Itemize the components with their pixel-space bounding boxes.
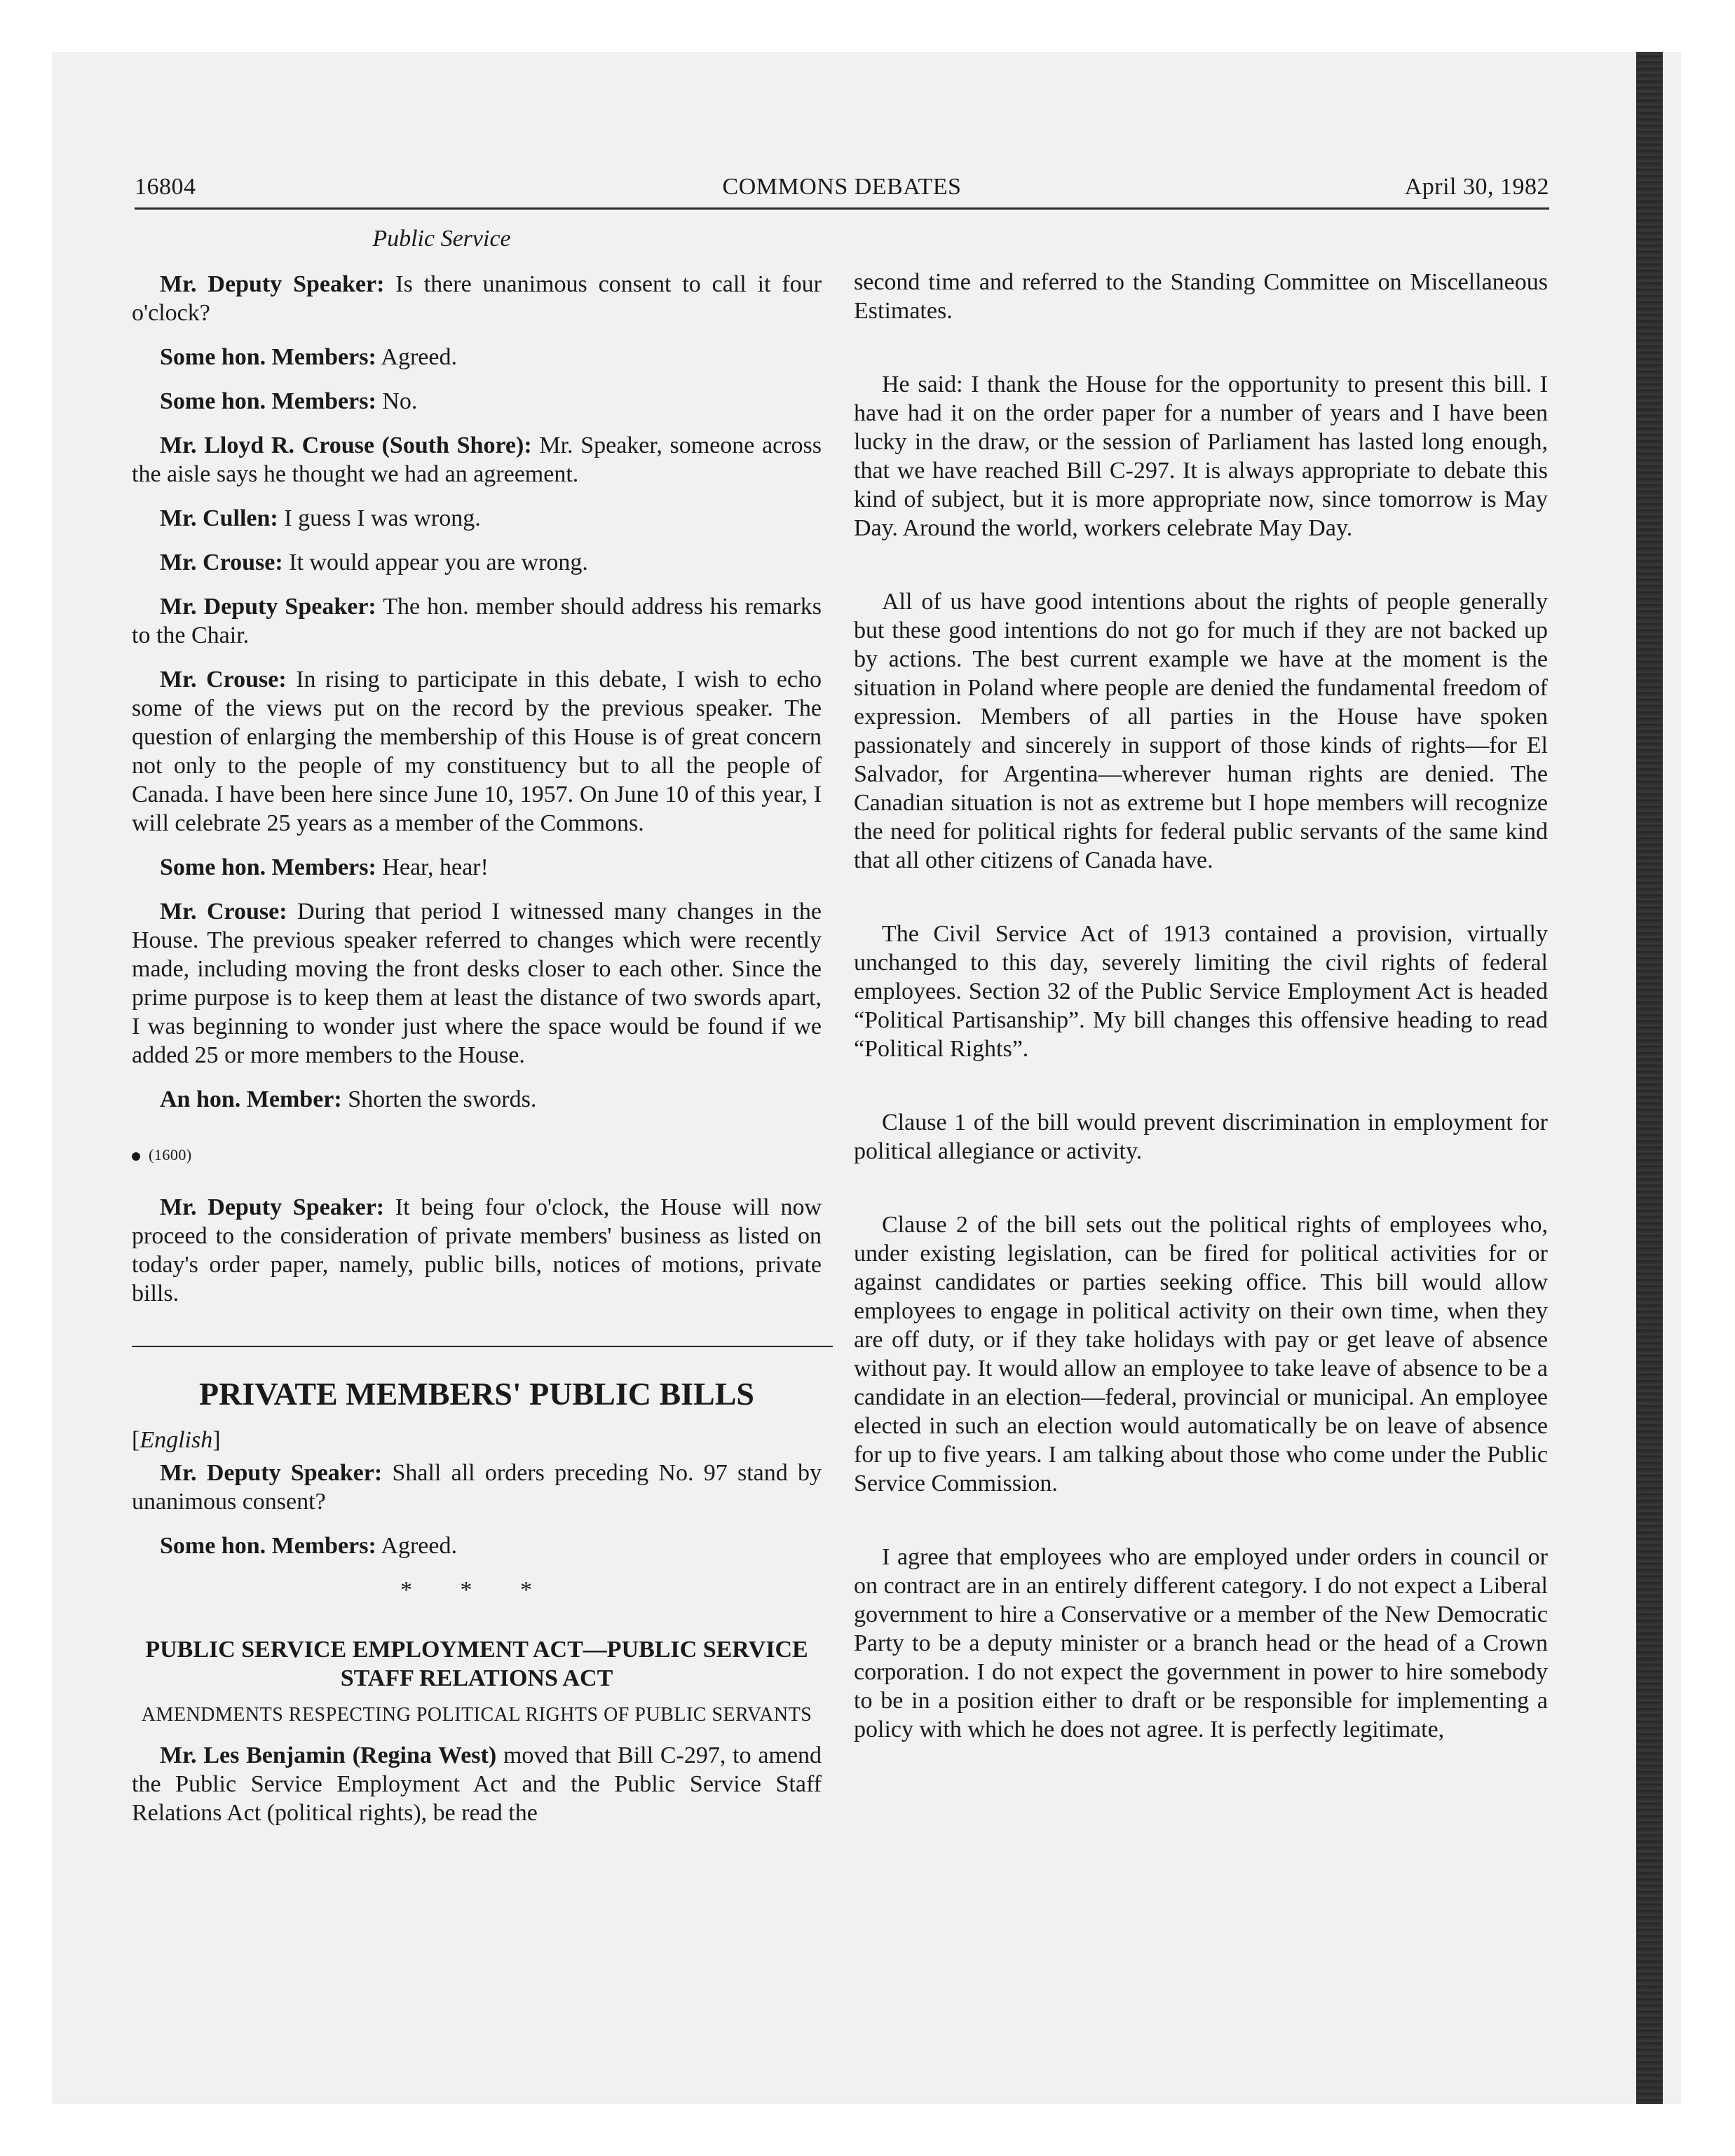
speech-entry (132, 270, 822, 327)
speech-entry (132, 665, 822, 838)
speaker-name: An hon. Member: (160, 1086, 342, 1112)
speaker-name: Mr. Crouse: (160, 899, 287, 925)
speaker-name: Some hon. Members: (160, 854, 376, 880)
body-paragraph: He said: I thank the House for the opportunity to present this bill. I have had it on the order paper for a number of years and I have been lucky in the draw, or the session of Parliament has lasted long enough, that we have reached Bill C-297. It is always appropriate to debate this kind of subject, but it is more appropriate now, since tomorrow is May Day. Around the world, workers celebrate May Day. (854, 371, 1548, 541)
speech-text: moved that Bill C-297, to amend the Public Service Employment Act and the Public Service Staff Relations Act (political rights), be read the (132, 1742, 822, 1826)
speaker-name: Mr. Deputy Speaker: (160, 271, 385, 297)
speech-text: During that period I witnessed many changes in the House. The previous speaker referred to changes which were recently made, including moving the front desks closer to each other. Since the prime purpose is to keep them at least the distance of two swords apart, I was beginning to wonder just where the space would be found if we added 25 or more members to the House. (132, 899, 822, 1068)
right-column (854, 268, 1548, 1789)
speech-text: I guess I was wrong. (284, 505, 481, 531)
speech-entry (132, 853, 822, 882)
page-date: April 30, 1982 (1404, 174, 1549, 200)
bullet-dot-icon (132, 1152, 140, 1161)
running-head: Public Service (372, 226, 511, 252)
speech-text: Mr. Speaker, someone across the aisle says he thought we had an agreement. (132, 432, 822, 487)
speaker-name: Mr. Deputy Speaker: (160, 594, 376, 620)
time-marker-text: (1600) (149, 1146, 192, 1164)
body-paragraph: Clause 2 of the bill sets out the political rights of employees who, under existing legislation, can be fired for political activities for or against candidates or parties seeking office. This bill would allow employees to engage in political activity on their own time, when they are off duty, or if they take holidays with pay or get leave of absence without pay. It would allow an employee to take leave of absence to be a candidate in an election—federal, provincial or municipal. An employee elected in such an election would automatically be on leave of absence for up to five years. I am talking about those who come under the Public Service Commission. (854, 1212, 1548, 1496)
publication-title: COMMONS DEBATES (722, 174, 962, 200)
speech-text: Is there unanimous consent to call it four o'clock? (132, 271, 822, 326)
speech-entry (132, 548, 822, 577)
page-number: 16804 (135, 174, 196, 200)
section-divider (132, 1346, 833, 1347)
speech-text: Shorten the swords. (348, 1086, 537, 1112)
speech-text: The hon. member should address his remarks to the Chair. (132, 594, 822, 648)
speech-entry (132, 897, 822, 1070)
motion-entry (132, 1741, 822, 1827)
body-paragraph: All of us have good intentions about the rights of people generally but these good intentions do not go for much if they are not backed up by actions. The best current example we have at the moment is the situation in Poland where people are denied the fundamental freedom of expression. Members of all parties in the House have spoken passionately and sincerely in support of those kinds of rights—for El Salvador, for Argentina—wherever human rights are denied. The Canadian situation is not as extreme but I hope members will recognize the need for political rights for federal public servants of the same kind that all other citizens of Canada have. (854, 589, 1548, 873)
speaker-name: Mr. Cullen: (160, 505, 278, 531)
section-title: PRIVATE MEMBERS' PUBLIC BILLS (199, 1376, 754, 1412)
speech-text: No. (382, 388, 418, 414)
speech-text: It being four o'clock, the House will now proceed to the consideration of private members' business as listed on today's order paper, namely, public bills, notices of motions, private bills. (132, 1194, 822, 1306)
speech-text: In rising to participate in this debate, I wish to echo some of the views put on the record by the previous speaker. The question of enlarging the membership of this House is of great concern not only to the people of my constituency but to all the people of Canada. I have been here since June 10, 1957. On June 10 of this year, I will celebrate 25 years as a member of the Commons. (132, 667, 822, 836)
speaker-name: Mr. Les Benjamin (Regina West) (160, 1742, 497, 1768)
speech-entry (132, 1531, 822, 1560)
speech-entry (132, 592, 822, 650)
speaker-name: Mr. Crouse: (160, 667, 287, 692)
language-note-text: English (140, 1427, 213, 1453)
speech-entry (132, 343, 822, 371)
body-paragraph: I agree that employees who are employed under orders in council or on contract are in an entirely different category. I do not expect a Liberal government to hire a Conservative or a member of the New Democratic Party to be a deputy minister or a branch head or the head of a Crown corporation. I do not expect the government in power to hire somebody to be in a position either to draft or be responsible for implementing a policy with which he does not agree. It is perfectly legitimate, (854, 1544, 1548, 1742)
speech-entry (132, 1459, 822, 1516)
speech-text: It would appear you are wrong. (289, 550, 588, 575)
speech-text: Shall all orders preceding No. 97 stand by unanimous consent? (132, 1460, 822, 1515)
bill-subtitle: AMENDMENTS RESPECTING POLITICAL RIGHTS OF PUBLIC SERVANTS (141, 1704, 812, 1726)
speech-entry (132, 1085, 822, 1114)
left-column (132, 224, 822, 1843)
speaker-name: Some hon. Members: (160, 344, 376, 370)
speech-entry (132, 1193, 822, 1308)
speaker-name: Mr. Deputy Speaker: (160, 1460, 383, 1486)
speaker-name: Mr. Deputy Speaker: (160, 1194, 385, 1220)
speech-text: Agreed. (381, 1533, 457, 1559)
speaker-name: Mr. Lloyd R. Crouse (South Shore): (160, 432, 532, 458)
page-header (135, 171, 1549, 210)
speech-text: Hear, hear! (382, 854, 489, 880)
speech-text: Agreed. (381, 344, 457, 370)
speaker-name: Some hon. Members: (160, 1533, 376, 1559)
speaker-name: Mr. Crouse: (160, 550, 283, 575)
speaker-name: Some hon. Members: (160, 388, 376, 414)
speech-entry (132, 387, 822, 416)
language-note: [English] (132, 1427, 221, 1453)
speech-entry (132, 504, 822, 533)
body-paragraph: Clause 1 of the bill would prevent discrimination in employment for political allegiance or activity. (854, 1110, 1548, 1164)
bill-title: PUBLIC SERVICE EMPLOYMENT ACT—PUBLIC SERVICE STAFF RELATIONS ACT (145, 1637, 808, 1691)
time-marker (132, 1140, 822, 1169)
separator-stars: * * * (400, 1577, 553, 1603)
scan-edge-shadow (1636, 52, 1663, 2104)
body-paragraph: second time and referred to the Standing Committee on Miscellaneous Estimates. (854, 269, 1548, 324)
speech-entry (132, 431, 822, 489)
body-paragraph: The Civil Service Act of 1913 contained a provision, virtually unchanged to this day, severely limiting the civil rights of federal employees. Section 32 of the Public Service Employment Act is headed “Political Partisanship”. My bill changes this offensive heading to read “Political Rights”. (854, 921, 1548, 1062)
